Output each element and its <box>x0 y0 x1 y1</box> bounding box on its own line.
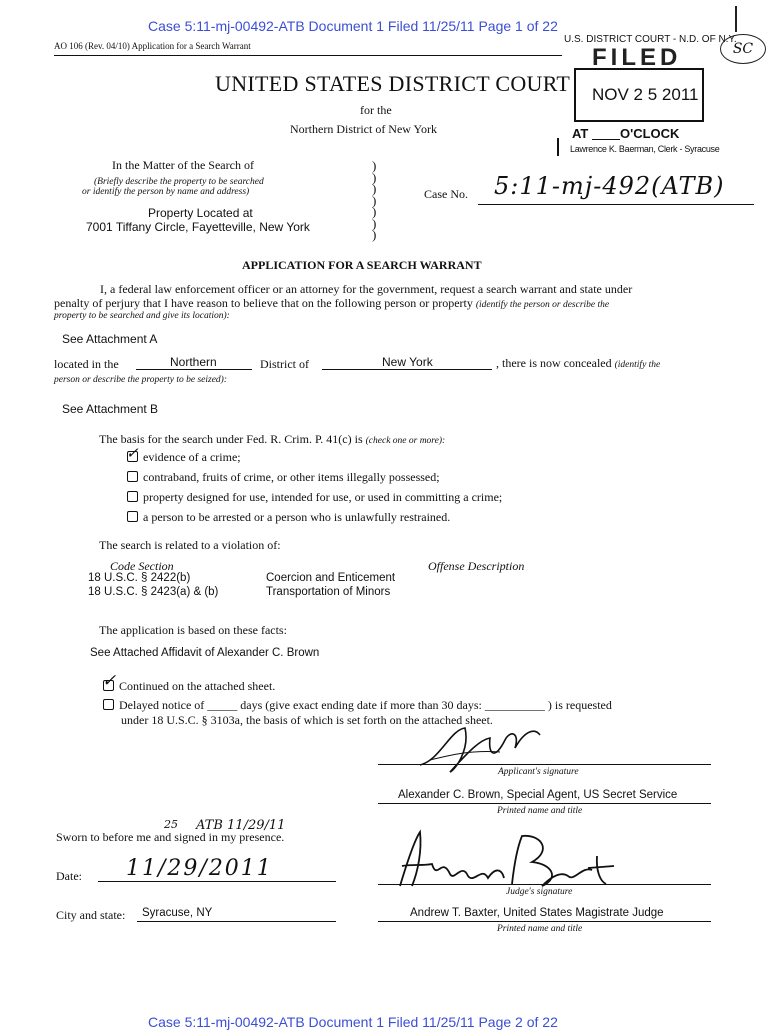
para-line-2: penalty of perjury that I have reason to believe that on the following person or property (identify the person or describe the <box>54 296 610 310</box>
violation-text: The search is related to a violation of: <box>99 538 281 552</box>
date-note: ATB 11/29/11 <box>196 818 286 833</box>
ecf-header: Case 5:11-mj-00492-ATB Document 1 Filed 11/25/11 Page 1 of 22 <box>148 18 558 34</box>
offense-header: Offense Description <box>428 559 525 573</box>
court-title: UNITED STATES DISTRICT COURT <box>215 71 571 96</box>
stamp-oclock: O'CLOCK <box>620 126 680 141</box>
clerk-initials-circle: SC <box>720 34 766 64</box>
stamp-at: AT <box>572 126 589 141</box>
option-property[interactable]: property designed for use, intended for use, or used in committing a crime; <box>127 490 502 505</box>
filed-stamp <box>562 30 737 160</box>
court-district: Northern District of New York <box>290 122 437 136</box>
option-person[interactable]: a person to be arrested or a person who is unlawfully restrained. <box>127 510 450 525</box>
affidavit-text: See Attached Affidavit of Alexander C. Brown <box>90 647 320 659</box>
applicant-signature-line <box>378 764 711 765</box>
judge-printed-label: Printed name and title <box>497 924 583 934</box>
person-line: person or describe the property to be seized): <box>54 375 227 385</box>
stamp-clerk: Lawrence K. Baerman, Clerk - Syracuse <box>570 144 720 154</box>
judge-name: Andrew T. Baxter, United States Magistrate Judge <box>410 907 664 919</box>
ecf-footer: Case 5:11-mj-00492-ATB Document 1 Filed 11/25/11 Page 2 of 22 <box>148 1014 558 1030</box>
district-value: Northern <box>170 355 217 369</box>
court-for: for the <box>360 103 392 117</box>
delayed-option[interactable]: Delayed notice of _____ days (give exact ending date if more than 30 days: __________ ) is requested <box>103 698 612 713</box>
matter-heading: In the Matter of the Search of <box>112 158 254 172</box>
judge-signature-label: Judge's signature <box>506 887 573 897</box>
continued-option[interactable]: ✓ Continued on the attached sheet. <box>102 671 276 693</box>
stamp-court-line: U.S. DISTRICT COURT - N.D. OF N.Y. <box>564 34 737 45</box>
date-correction: 25 <box>164 818 178 831</box>
para-line-1: I, a federal law enforcement officer or an attorney for the government, request a search warrant and state under <box>100 282 633 296</box>
delayed-checkbox[interactable] <box>103 699 114 710</box>
applicant-signature-label: Applicant's signature <box>498 767 579 777</box>
stamp-mark <box>735 6 737 32</box>
code-section-header: Code Section <box>110 559 174 573</box>
see-attachment-a: See Attachment A <box>62 332 158 346</box>
violation-2-code: 18 U.S.C. § 2423(a) & (b) <box>88 586 219 598</box>
city-label: City and state: <box>56 908 126 922</box>
concealed-label: , there is now concealed (identify the <box>496 356 661 370</box>
form-id: AO 106 (Rev. 04/10) Application for a Search Warrant <box>54 41 251 51</box>
option-contraband[interactable]: contraband, fruits of crime, or other items illegally possessed; <box>127 470 440 485</box>
stamp-date: NOV 2 5 2011 <box>592 85 699 104</box>
violation-2-offense: Transportation of Minors <box>266 586 391 598</box>
date-value: 11/29/2011 <box>126 856 273 881</box>
applicant-name: Alexander C. Brown, Special Agent, US Secret Service <box>398 789 678 801</box>
violation-1-code: 18 U.S.C. § 2422(b) <box>88 572 191 584</box>
case-no-handwritten: 5:11-mj-492(ATB) <box>494 172 725 200</box>
sworn-text: Sworn to before me and signed in my presence. <box>56 830 285 844</box>
checkmark-icon: ✓ <box>126 444 139 462</box>
judge-signature-line <box>378 884 711 885</box>
matter-braces: ) ) ) ) ) ) ) <box>372 158 377 242</box>
see-attachment-b: See Attachment B <box>62 402 159 416</box>
application-title: APPLICATION FOR A SEARCH WARRANT <box>242 258 482 272</box>
located-in-label: located in the <box>54 357 119 371</box>
matter-instruction-2: or identify the person by name and address) <box>82 187 250 197</box>
header-rule <box>54 55 562 56</box>
date-label: Date: <box>56 869 82 883</box>
para-line-3: property to be searched and give its location): <box>54 311 230 321</box>
basis-text: The basis for the search under Fed. R. Crim. P. 41(c) is (check one or more): <box>99 432 446 446</box>
case-no-label: Case No. <box>424 187 468 201</box>
state-value: New York <box>382 355 433 369</box>
applicant-printed-label: Printed name and title <box>497 806 583 816</box>
stamp-date-box <box>574 68 704 122</box>
judge-signature <box>392 826 622 896</box>
property-address: 7001 Tiffany Circle, Fayetteville, New York <box>86 220 310 234</box>
property-label: Property Located at <box>148 206 253 220</box>
matter-instruction-1: (Briefly describe the property to be searched <box>94 177 264 187</box>
facts-text: The application is based on these facts: <box>99 623 287 637</box>
stamp-filed: FILED <box>592 44 682 71</box>
case-no-line <box>478 204 754 205</box>
option-contraband-checkbox[interactable] <box>127 471 138 482</box>
city-value: Syracuse, NY <box>142 907 213 919</box>
option-property-checkbox[interactable] <box>127 491 138 502</box>
checkmark-icon: ✓ <box>102 671 117 691</box>
district-of-label: District of <box>260 357 309 371</box>
delayed-line-2: under 18 U.S.C. § 3103a, the basis of which is set forth on the attached sheet. <box>121 713 493 727</box>
option-evidence[interactable]: ✓ evidence of a crime; <box>126 444 241 464</box>
violation-1-offense: Coercion and Enticement <box>266 572 396 584</box>
option-person-checkbox[interactable] <box>127 511 138 522</box>
